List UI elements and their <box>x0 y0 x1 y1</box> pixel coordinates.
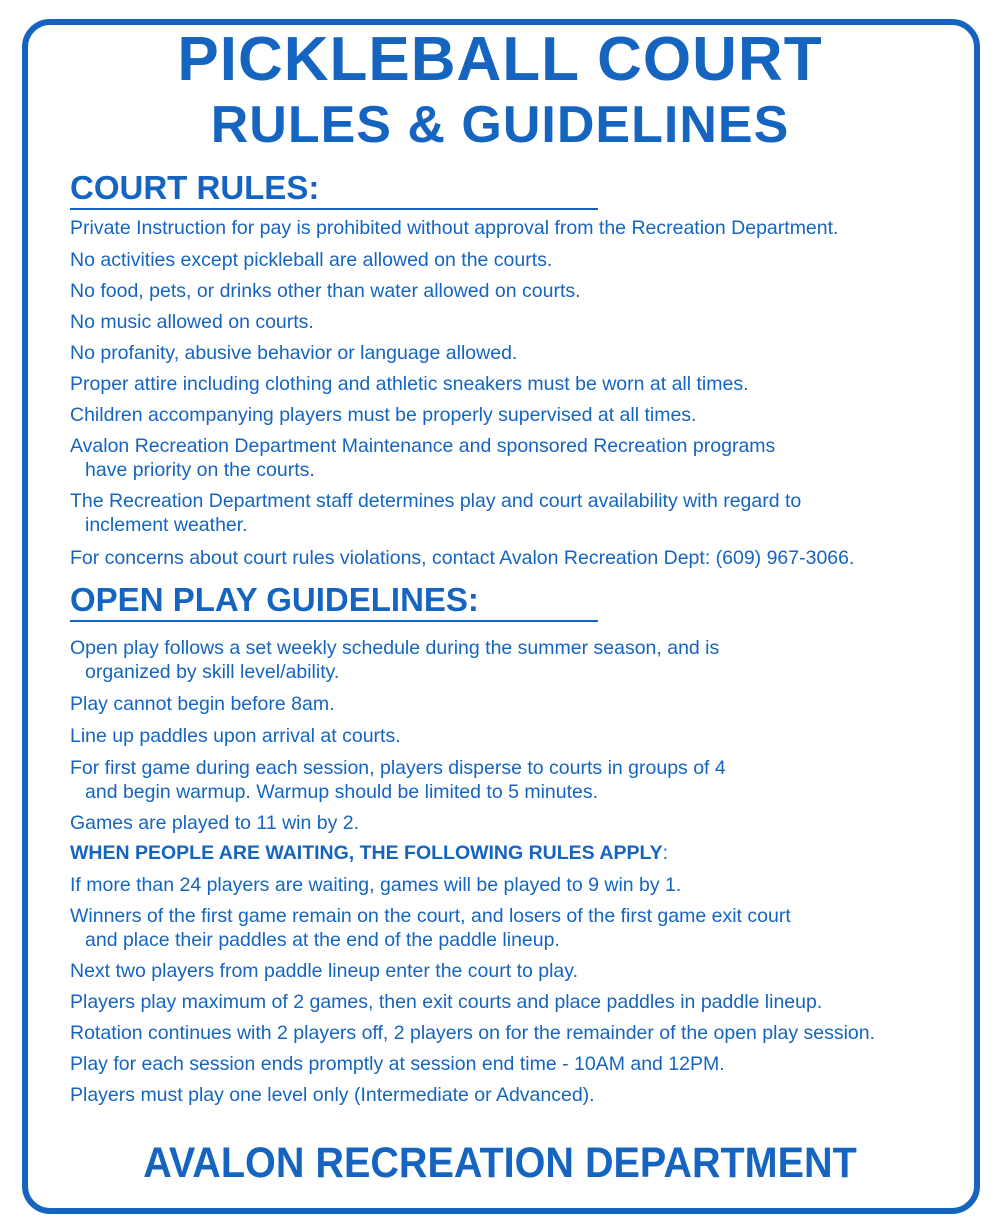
footer-department: AVALON RECREATION DEPARTMENT <box>143 1139 857 1187</box>
court-rule-item: No activities except pickleball are allowed on the courts. <box>70 249 553 271</box>
court-rule-item: Avalon Recreation Department Maintenance and sponsored Recreation programs have priority on the courts. <box>70 435 776 481</box>
court-rules-heading: COURT RULES: <box>70 168 598 210</box>
open-play-item: Rotation continues with 2 players off, 2 players on for the remainder of the open play session. <box>70 1022 876 1044</box>
open-play-item: Open play follows a set weekly schedule during the summer season, and is organized by skill level/ability. <box>70 637 720 683</box>
court-rule-item: The Recreation Department staff determines play and court availability with regard to inclement weather. <box>70 490 802 536</box>
court-rule-item: Children accompanying players must be properly supervised at all times. <box>70 404 697 426</box>
open-play-item: Next two players from paddle lineup enter the court to play. <box>70 960 578 982</box>
open-play-item: Players must play one level only (Intermediate or Advanced). <box>70 1084 595 1106</box>
open-play-item: Players play maximum of 2 games, then exit courts and place paddles in paddle lineup. <box>70 991 823 1013</box>
court-rule-item: No food, pets, or drinks other than water allowed on courts. <box>70 280 581 302</box>
sign-subtitle: RULES & GUIDELINES <box>210 96 790 154</box>
open-play-item: If more than 24 players are waiting, games will be played to 9 win by 1. <box>70 874 682 896</box>
open-play-item: Line up paddles upon arrival at courts. <box>70 725 401 747</box>
court-rule-item: Private Instruction for pay is prohibited without approval from the Recreation Department. <box>70 217 839 239</box>
open-play-item: For first game during each session, players disperse to courts in groups of 4 and begin warmup. Warmup should be limited to 5 minutes. <box>70 757 726 803</box>
sign-title: PICKLEBALL COURT <box>177 25 823 94</box>
open-play-item: Winners of the first game remain on the court, and losers of the first game exit court and place their paddles at the end of the paddle lineup. <box>70 905 791 951</box>
waiting-rules-heading: WHEN PEOPLE ARE WAITING, THE FOLLOWING RULES APPLY: <box>70 842 669 864</box>
open-play-item: Play for each session ends promptly at session end time - 10AM and 12PM. <box>70 1053 725 1075</box>
court-rule-item: No music allowed on courts. <box>70 311 314 333</box>
court-rule-item: For concerns about court rules violations, contact Avalon Recreation Dept: (609) 967-3066. <box>70 547 855 569</box>
court-rule-item: Proper attire including clothing and athletic sneakers must be worn at all times. <box>70 373 749 395</box>
open-play-item: Games are played to 11 win by 2. <box>70 812 360 834</box>
open-play-item: Play cannot begin before 8am. <box>70 693 335 715</box>
court-rule-item: No profanity, abusive behavior or language allowed. <box>70 342 518 364</box>
open-play-heading: OPEN PLAY GUIDELINES: <box>70 580 598 622</box>
